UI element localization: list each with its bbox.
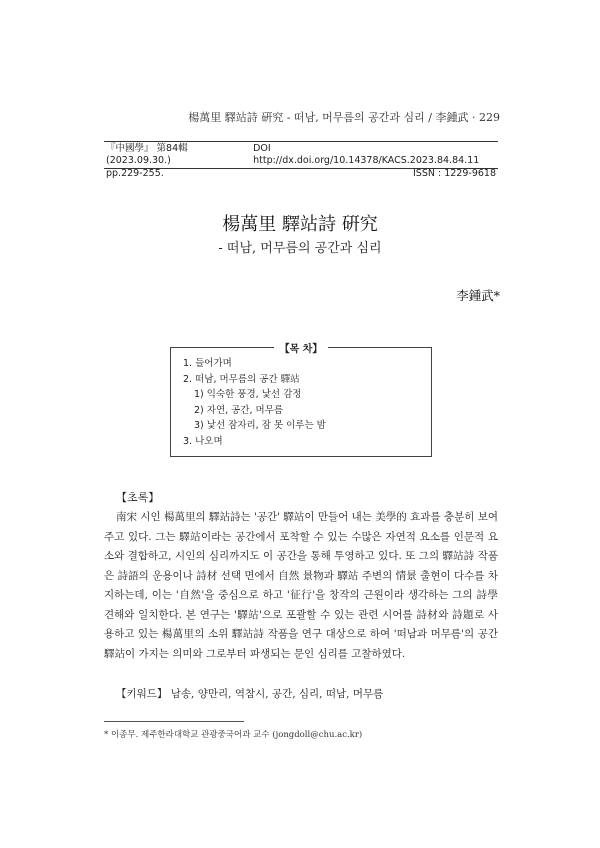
toc-list bbox=[183, 356, 326, 449]
toc-heading: 【목 차】 bbox=[274, 344, 329, 355]
journal-citation: 『中國學』 第84輯 (2023.09.30.) bbox=[106, 143, 188, 166]
abstract-text: 南宋 시인 楊萬里의 驛站詩는 '공간' 驛站이 만들어 내는 美學的 효과를 충분히 보여주고 있다. 그는 驛站이라는 공간에서 포착할 수 있는 수많은 자연적 요소를 인문적 요소와 결합하고, 시인의 심리까지도 이 공간을 통해 투영하고 있다. 또 그의 驛站詩 작품은 詩語의 운용이나 詩材 선택 면에서 自然 景物과 驛站 주변의 情景 출현이 다수를 차지하는데, 이는 '自然'을 중심으로 하고 '征行'을 창작의 근원이라 생각하는 그의 詩學 견해와 일치한다. 본 연구는 '驛站'으로 포괄할 수 있는 관련 시어를 詩材와 詩題로 사용하고 있는 楊萬里의 소위 驛站詩 작품을 연구 대상으로 하여 '떠남과 머무름'의 공간 驛站이 가지는 의미와 그로부터 파생되는 문인 심리를 고찰하였다. bbox=[104, 511, 498, 660]
toc-subitem: 2) 자연, 공간, 머무름 bbox=[194, 404, 284, 416]
table-of-contents bbox=[170, 344, 432, 457]
toc-item: 1. 들어가며 bbox=[183, 358, 232, 369]
author-footnote: * 이종무. 제주한라대학교 관광중국어과 교수 (jongdoll@chu.ac.kr) bbox=[104, 730, 363, 740]
toc-subitem: 3) 낯선 잠자리, 잠 못 이루는 밤 bbox=[194, 420, 326, 431]
paper-subtitle: - 떠남, 머무름의 공간과 심리 bbox=[218, 241, 382, 256]
abstract-body bbox=[104, 508, 498, 664]
issn: ISSN : 1229-9618 bbox=[413, 168, 496, 179]
footnote-divider bbox=[104, 721, 244, 722]
publication-info bbox=[104, 141, 498, 179]
abstract-label: 【초록】 bbox=[116, 491, 160, 504]
toc-item: 3. 나오며 bbox=[183, 435, 223, 447]
running-header: 楊萬里 驛站詩 硏究 - 떠남, 머무름의 공간과 심리 / 李鍾武 · 229 bbox=[188, 111, 500, 124]
keywords: 【키워드】 남송, 양만리, 역참시, 공간, 심리, 떠남, 머무름 bbox=[116, 688, 384, 700]
toc-item: 2. 떠남, 머무름의 공간 驛站 bbox=[183, 373, 300, 385]
paper-title: 楊萬里 驛站詩 硏究 bbox=[222, 214, 378, 235]
page-range: pp.229-255. bbox=[106, 168, 164, 179]
doi-link[interactable]: DOI http://dx.doi.org/10.14378/KACS.2023.84.84.11 bbox=[253, 143, 480, 166]
toc-subitem: 1) 익숙한 풍경, 낯선 감정 bbox=[194, 389, 302, 400]
author-name: 李鍾武* bbox=[456, 288, 500, 303]
toc-heading-wrap bbox=[171, 340, 431, 355]
